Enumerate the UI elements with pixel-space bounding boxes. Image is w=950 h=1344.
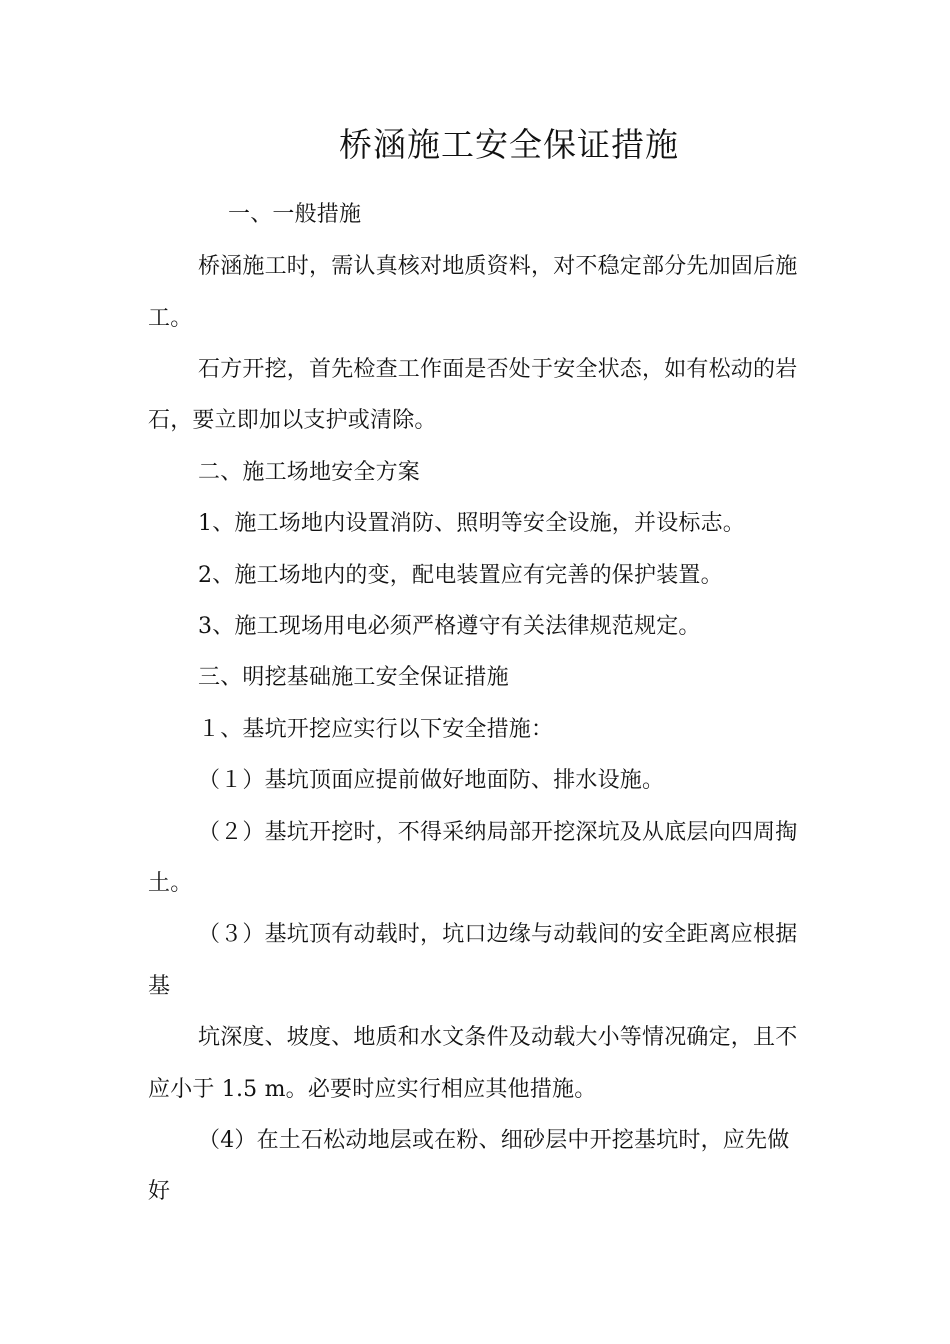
paragraph-line: 工。 [148, 306, 193, 331]
page-title: 桥涵施工安全保证措施 [339, 125, 679, 164]
list-item: 1、施工场地内设置消防、照明等安全设施，并设标志。 [198, 511, 745, 536]
paragraph-line: 应小于 1.5 m。必要时应实行相应其他措施。 [148, 1077, 597, 1102]
section-heading-site-safety: 二、施工场地安全方案 [198, 460, 421, 485]
list-item: 3、施工现场用电必须严格遵守有关法律规范规定。 [198, 614, 701, 639]
list-item: （4）在土石松动地层或在粉、细砂层中开挖基坑时，应先做 [198, 1128, 790, 1153]
list-item: （２）基坑开挖时，不得采纳局部开挖深坑及从底层向四周掏 [198, 820, 798, 845]
list-item: １、基坑开挖应实行以下安全措施： [198, 717, 554, 742]
section-heading-open-cut: 三、明挖基础施工安全保证措施 [198, 665, 509, 690]
paragraph-line: 石方开挖，首先检查工作面是否处于安全状态，如有松动的岩 [198, 357, 798, 382]
paragraph-line: 坑深度、坡度、地质和水文条件及动载大小等情况确定，且不 [198, 1025, 798, 1050]
paragraph-line: 基 [148, 974, 171, 999]
paragraph-line: 桥涵施工时，需认真核对地质资料，对不稳定部分先加固后施 [198, 254, 798, 279]
list-item: 2、施工场地内的变，配电装置应有完善的保护装置。 [198, 563, 723, 588]
list-item: （１）基坑顶面应提前做好地面防、排水设施。 [198, 768, 665, 793]
paragraph-line: 土。 [148, 871, 193, 896]
section-heading-general: 一、一般措施 [228, 202, 362, 227]
list-item: （３）基坑顶有动载时，坑口边缘与动载间的安全距离应根据 [198, 922, 798, 947]
paragraph-line: 石，要立即加以支护或清除。 [148, 408, 437, 433]
paragraph-line: 好 [148, 1179, 171, 1204]
